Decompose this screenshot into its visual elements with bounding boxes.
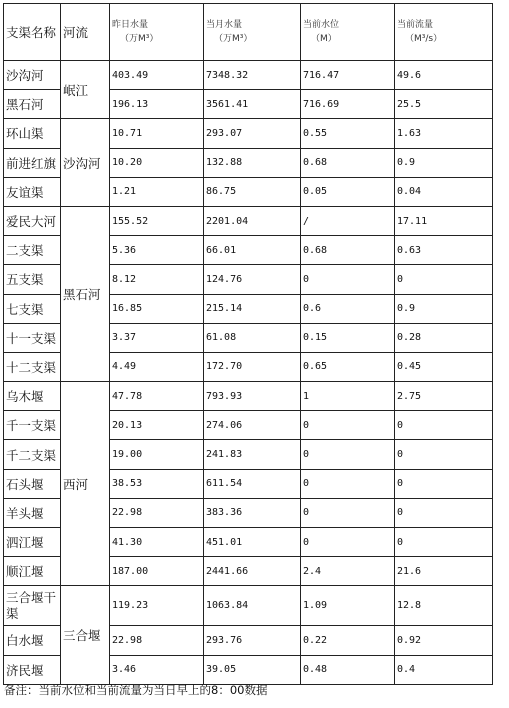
water-level-cell: 0.68 (301, 148, 395, 177)
yesterday-volume-cell: 119.23 (110, 586, 204, 626)
water-level-cell: 0.6 (301, 294, 395, 323)
yesterday-volume-cell: 3.37 (110, 323, 204, 352)
yesterday-volume-cell: 4.49 (110, 352, 204, 381)
month-volume-cell: 124.76 (204, 265, 301, 294)
header-row (4, 4, 493, 61)
month-volume-cell: 2201.04 (204, 206, 301, 235)
yesterday-volume-cell: 47.78 (110, 382, 204, 411)
branch-name-cell: 羊头堰 (4, 498, 61, 527)
month-volume-cell: 86.75 (204, 177, 301, 206)
branch-name-cell: 顺江堰 (4, 557, 61, 586)
flow-cell: 0.9 (395, 294, 493, 323)
water-level-cell: 0 (301, 411, 395, 440)
branch-name-cell: 七支渠 (4, 294, 61, 323)
water-level-cell: 716.69 (301, 90, 395, 119)
flow-cell: 0 (395, 528, 493, 557)
flow-cell: 0 (395, 498, 493, 527)
table-row (4, 61, 493, 90)
yesterday-volume-cell: 196.13 (110, 90, 204, 119)
header-yesterday-volume-label: 昨日水量 (112, 20, 149, 30)
table-row (4, 586, 493, 626)
flow-cell: 0.04 (395, 177, 493, 206)
month-volume-cell: 39.05 (204, 655, 301, 684)
river-cell: 岷江 (61, 61, 110, 119)
water-level-cell: 0.05 (301, 177, 395, 206)
yesterday-volume-cell: 19.00 (110, 440, 204, 469)
header-yesterday-volume (110, 4, 204, 61)
branch-name-cell: 泗江堰 (4, 528, 61, 557)
month-volume-cell: 3561.41 (204, 90, 301, 119)
branch-name-cell: 白水堰 (4, 626, 61, 655)
yesterday-volume-cell: 5.36 (110, 236, 204, 265)
flow-cell: 0 (395, 440, 493, 469)
flow-cell: 25.5 (395, 90, 493, 119)
header-month-volume-label: 当月水量 (206, 20, 243, 30)
header-water-level (301, 4, 395, 61)
yesterday-volume-cell: 22.98 (110, 498, 204, 527)
month-volume-cell: 132.88 (204, 148, 301, 177)
water-level-cell: 0 (301, 469, 395, 498)
month-volume-cell: 793.93 (204, 382, 301, 411)
river-cell: 西河 (61, 382, 110, 586)
water-level-cell: / (301, 206, 395, 235)
yesterday-volume-cell: 38.53 (110, 469, 204, 498)
water-level-cell: 0 (301, 498, 395, 527)
water-level-cell: 716.47 (301, 61, 395, 90)
branch-name-cell: 三合堰干渠 (4, 586, 61, 626)
yesterday-volume-cell: 41.30 (110, 528, 204, 557)
yesterday-volume-cell: 16.85 (110, 294, 204, 323)
month-volume-cell: 293.07 (204, 119, 301, 148)
branch-name-cell: 前进红旗 (4, 148, 61, 177)
flow-cell: 0 (395, 469, 493, 498)
water-level-cell: 0 (301, 265, 395, 294)
flow-cell: 1.63 (395, 119, 493, 148)
yesterday-volume-cell: 155.52 (110, 206, 204, 235)
month-volume-cell: 611.54 (204, 469, 301, 498)
water-level-cell: 0.68 (301, 236, 395, 265)
header-flow (395, 4, 493, 61)
header-flow-label: 当前流量 (397, 20, 434, 30)
flow-cell: 0.28 (395, 323, 493, 352)
header-water-level-unit: （M） (311, 34, 337, 44)
month-volume-cell: 66.01 (204, 236, 301, 265)
branch-name-cell: 千二支渠 (4, 440, 61, 469)
yesterday-volume-cell: 403.49 (110, 61, 204, 90)
flow-cell: 0.4 (395, 655, 493, 684)
yesterday-volume-cell: 22.98 (110, 626, 204, 655)
yesterday-volume-cell: 3.46 (110, 655, 204, 684)
flow-cell: 2.75 (395, 382, 493, 411)
flow-cell: 0 (395, 265, 493, 294)
branch-name-cell: 友谊渠 (4, 177, 61, 206)
yesterday-volume-cell: 8.12 (110, 265, 204, 294)
branch-name-cell: 二支渠 (4, 236, 61, 265)
branch-name-cell: 沙沟河 (4, 61, 61, 90)
month-volume-cell: 383.36 (204, 498, 301, 527)
month-volume-cell: 274.06 (204, 411, 301, 440)
table-row (4, 206, 493, 235)
header-river: 河流 (61, 4, 110, 61)
flow-cell: 0 (395, 411, 493, 440)
branch-name-cell: 十二支渠 (4, 352, 61, 381)
river-cell: 三合堰 (61, 586, 110, 684)
month-volume-cell: 61.08 (204, 323, 301, 352)
river-cell: 沙沟河 (61, 119, 110, 207)
water-data-table (3, 3, 493, 685)
flow-cell: 21.6 (395, 557, 493, 586)
month-volume-cell: 7348.32 (204, 61, 301, 90)
header-branch-name: 支渠名称 (4, 4, 61, 61)
header-flow-unit: （M³/s） (405, 34, 443, 44)
header-month-volume-unit: （万M³） (214, 34, 253, 44)
river-cell: 黑石河 (61, 206, 110, 381)
branch-name-cell: 石头堰 (4, 469, 61, 498)
water-level-cell: 0 (301, 440, 395, 469)
month-volume-cell: 172.70 (204, 352, 301, 381)
water-level-cell: 1 (301, 382, 395, 411)
water-level-cell: 0 (301, 528, 395, 557)
water-level-cell: 0.55 (301, 119, 395, 148)
yesterday-volume-cell: 20.13 (110, 411, 204, 440)
yesterday-volume-cell: 10.20 (110, 148, 204, 177)
branch-name-cell: 济民堰 (4, 655, 61, 684)
month-volume-cell: 241.83 (204, 440, 301, 469)
flow-cell: 17.11 (395, 206, 493, 235)
yesterday-volume-cell: 1.21 (110, 177, 204, 206)
water-level-cell: 0.48 (301, 655, 395, 684)
flow-cell: 0.63 (395, 236, 493, 265)
branch-name-cell: 爱民大河 (4, 206, 61, 235)
branch-name-cell: 乌木堰 (4, 382, 61, 411)
flow-cell: 0.92 (395, 626, 493, 655)
table-row (4, 119, 493, 148)
header-water-level-label: 当前水位 (303, 20, 340, 30)
flow-cell: 0.9 (395, 148, 493, 177)
flow-cell: 0.45 (395, 352, 493, 381)
table-body (4, 61, 493, 685)
branch-name-cell: 环山渠 (4, 119, 61, 148)
water-level-cell: 0.65 (301, 352, 395, 381)
branch-name-cell: 十一支渠 (4, 323, 61, 352)
month-volume-cell: 1063.84 (204, 586, 301, 626)
yesterday-volume-cell: 10.71 (110, 119, 204, 148)
month-volume-cell: 2441.66 (204, 557, 301, 586)
branch-name-cell: 黑石河 (4, 90, 61, 119)
water-level-cell: 1.09 (301, 586, 395, 626)
month-volume-cell: 451.01 (204, 528, 301, 557)
month-volume-cell: 293.76 (204, 626, 301, 655)
flow-cell: 49.6 (395, 61, 493, 90)
water-level-cell: 0.15 (301, 323, 395, 352)
branch-name-cell: 千一支渠 (4, 411, 61, 440)
header-month-volume (204, 4, 301, 61)
header-yesterday-volume-unit: （万M³） (120, 34, 159, 44)
flow-cell: 12.8 (395, 586, 493, 626)
yesterday-volume-cell: 187.00 (110, 557, 204, 586)
month-volume-cell: 215.14 (204, 294, 301, 323)
water-level-cell: 2.4 (301, 557, 395, 586)
water-level-cell: 0.22 (301, 626, 395, 655)
footnote: 备注：当前水位和当前流量为当日早上的8：00数据 (4, 683, 268, 697)
branch-name-cell: 五支渠 (4, 265, 61, 294)
table-row (4, 382, 493, 411)
